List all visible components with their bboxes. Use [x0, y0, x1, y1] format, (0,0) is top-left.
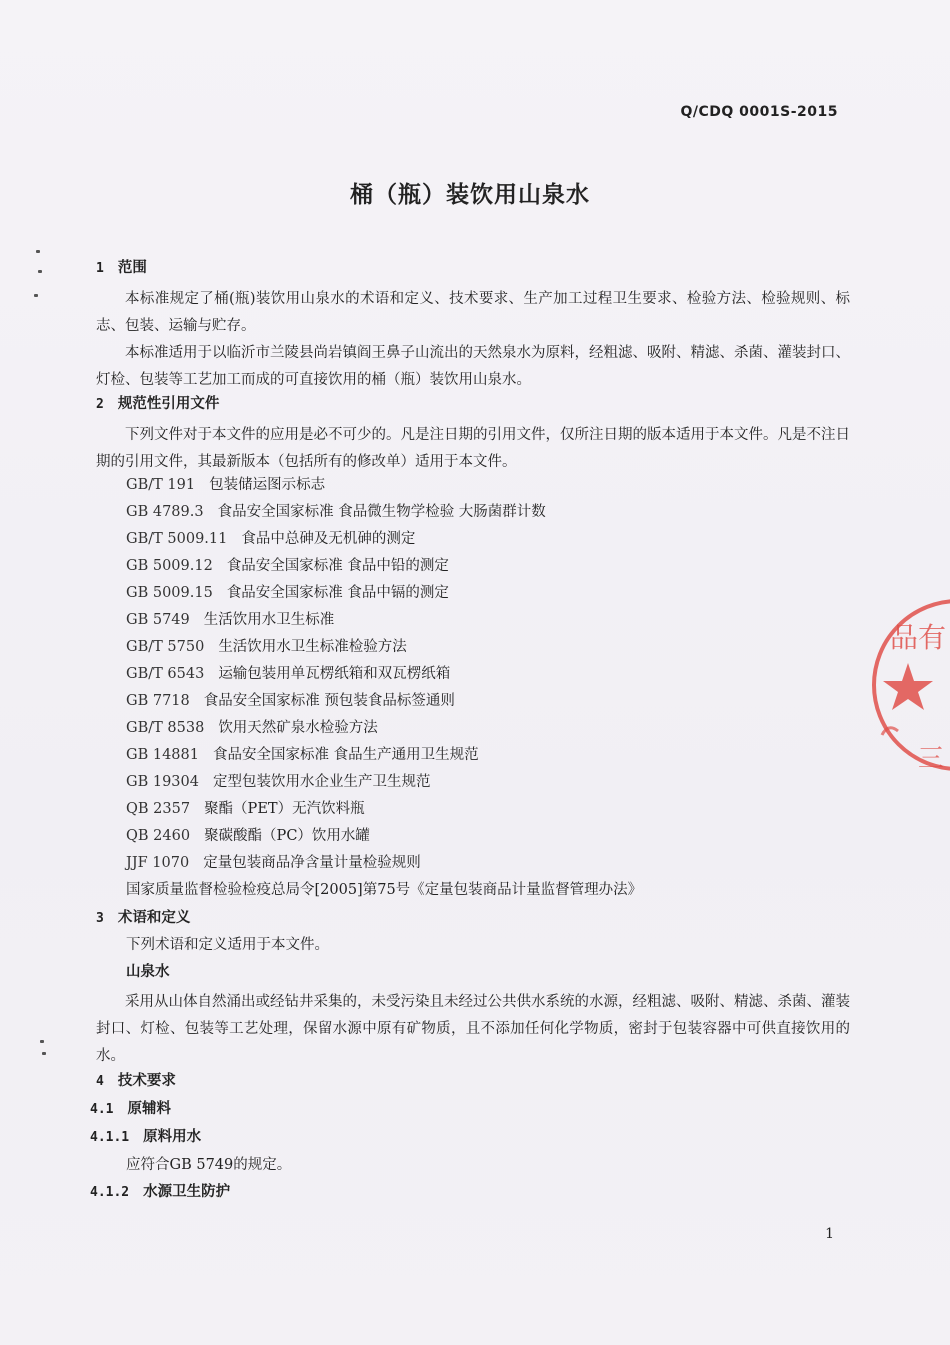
section-1-paragraph-1: 本标准规定了桶(瓶)装饮用山泉水的术语和定义、技术要求、生产加工过程卫生要求、检验方法、检验规则、标志、包装、运输与贮存。 [96, 291, 850, 334]
section-4-heading [96, 1071, 176, 1092]
reference-code: GB 5009.15 [126, 585, 213, 601]
section-3-heading [96, 908, 190, 929]
subsection-4-1-1-heading [90, 1127, 201, 1148]
reference-item [126, 556, 449, 576]
scan-mark [38, 270, 42, 273]
reference-item [126, 718, 378, 738]
reference-code: GB 5749 [126, 612, 190, 628]
reference-item [126, 529, 415, 549]
reference-item [126, 583, 449, 603]
section-title: 规范性引用文件 [117, 396, 220, 412]
reference-name: 食品安全国家标准 食品生产通用卫生规范 [212, 747, 479, 763]
section-number: 2 [96, 397, 104, 412]
reference-name: 食品安全国家标准 食品中镉的测定 [226, 585, 449, 601]
reference-item [126, 772, 430, 792]
reference-item [126, 664, 450, 684]
subsection-title: 原料用水 [143, 1129, 202, 1145]
reference-code: GB 14881 [126, 747, 199, 763]
reference-name: 生活饮用水卫生标准检验方法 [218, 639, 407, 655]
reference-code: GB 5009.12 [126, 558, 213, 574]
reference-name: 食品安全国家标准 食品微生物学检验 大肠菌群计数 [217, 504, 546, 520]
section-number: 1 [96, 261, 104, 276]
subsection-number: 4.1.1 [90, 1130, 130, 1145]
reference-code: GB/T 5009.11 [126, 531, 228, 547]
subsection-title: 原辅料 [127, 1101, 171, 1117]
section-2-intro: 下列文件对于本文件的应用是必不可少的。凡是注日期的引用文件，仅所注日期的版本适用于本文件。凡是不注日期的引用文件，其最新版本（包括所有的修改单）适用于本文件。 [96, 427, 850, 470]
section-1-heading [96, 258, 147, 279]
seal-text-top: 品有 [890, 621, 947, 654]
reference-item [126, 853, 421, 873]
subsection-number: 4.1.2 [90, 1185, 130, 1200]
subsection-4-1-heading [90, 1099, 171, 1120]
company-seal-icon [868, 585, 950, 785]
reference-name: 包装储运图示标志 [209, 477, 326, 493]
reference-name: 运输包装用单瓦楞纸箱和双瓦楞纸箱 [218, 666, 451, 682]
subsection-4-1-1-text: 应符合GB 5749的规定。 [126, 1157, 292, 1173]
reference-name: 食品安全国家标准 食品中铅的测定 [226, 558, 449, 574]
reference-name: 食品中总砷及无机砷的测定 [241, 531, 416, 547]
regulation-order: 国家质量监督检验检疫总局令[2005]第75号《定量包装商品计量监督管理办法》 [126, 882, 643, 898]
reference-name: 生活饮用水卫生标准 [203, 612, 335, 628]
term-name: 山泉水 [126, 964, 170, 980]
section-title: 技术要求 [117, 1073, 176, 1089]
subsection-title: 水源卫生防护 [143, 1184, 231, 1200]
reference-item [126, 637, 407, 657]
reference-item [126, 475, 325, 495]
section-3-intro: 下列术语和定义适用于本文件。 [126, 937, 329, 953]
reference-code: GB 4789.3 [126, 504, 204, 520]
scan-mark [34, 294, 38, 297]
section-title: 范围 [117, 260, 147, 276]
reference-code: GB/T 191 [126, 477, 196, 493]
reference-name: 聚酯（PET）无汽饮料瓶 [204, 801, 365, 817]
page-number: 1 [825, 1226, 834, 1242]
standard-code: Q/CDQ 0001S-2015 [680, 104, 838, 120]
reference-code: QB 2460 [126, 828, 191, 844]
reference-name: 定量包装商品净含量计量检验规则 [203, 855, 421, 871]
subsection-4-1-2-heading [90, 1182, 230, 1203]
reference-name: 定型包装饮用水企业生产卫生规范 [212, 774, 431, 790]
reference-code: GB/T 5750 [126, 639, 205, 655]
scan-mark [40, 1040, 44, 1043]
seal-text-bottom: 三 [918, 744, 945, 774]
section-1-paragraph-2: 本标准适用于以临沂市兰陵县尚岩镇阎王鼻子山流出的天然泉水为原料，经粗滤、吸附、精滤、杀菌、灌装封口、灯检、包装等工艺加工而成的可直接饮用的桶（瓶）装饮用山泉水。 [96, 345, 850, 388]
document-title: 桶（瓶）装饮用山泉水 [350, 182, 590, 208]
reference-code: GB/T 6543 [126, 666, 205, 682]
section-title: 术语和定义 [117, 910, 191, 926]
reference-item [126, 799, 365, 819]
section-number: 4 [96, 1074, 104, 1089]
section-number: 3 [96, 911, 104, 926]
reference-code: GB/T 8538 [126, 720, 205, 736]
reference-code: JJF 1070 [126, 855, 190, 871]
subsection-number: 4.1 [90, 1102, 114, 1117]
scan-mark [36, 250, 40, 253]
reference-item [126, 610, 334, 630]
reference-name: 聚碳酸酯（PC）饮用水罐 [204, 828, 370, 844]
reference-name: 饮用天然矿泉水检验方法 [218, 720, 378, 736]
reference-code: GB 7718 [126, 693, 190, 709]
reference-code: GB 19304 [126, 774, 199, 790]
reference-item [126, 826, 370, 846]
term-definition: 采用从山体自然涌出或经钻井采集的，未受污染且未经过公共供水系统的水源，经粗滤、吸附、精滤、杀菌、灌装封口、灯检、包装等工艺处理，保留水源中原有矿物质，且不添加任何化学物质，密封于包装容器中可供直接饮用的水。 [96, 994, 850, 1064]
reference-code: QB 2357 [126, 801, 191, 817]
reference-name: 食品安全国家标准 预包装食品标签通则 [203, 693, 455, 709]
reference-item [126, 502, 546, 522]
reference-item [126, 745, 479, 765]
scan-mark [42, 1052, 46, 1055]
section-2-heading [96, 394, 219, 415]
reference-item [126, 691, 455, 711]
